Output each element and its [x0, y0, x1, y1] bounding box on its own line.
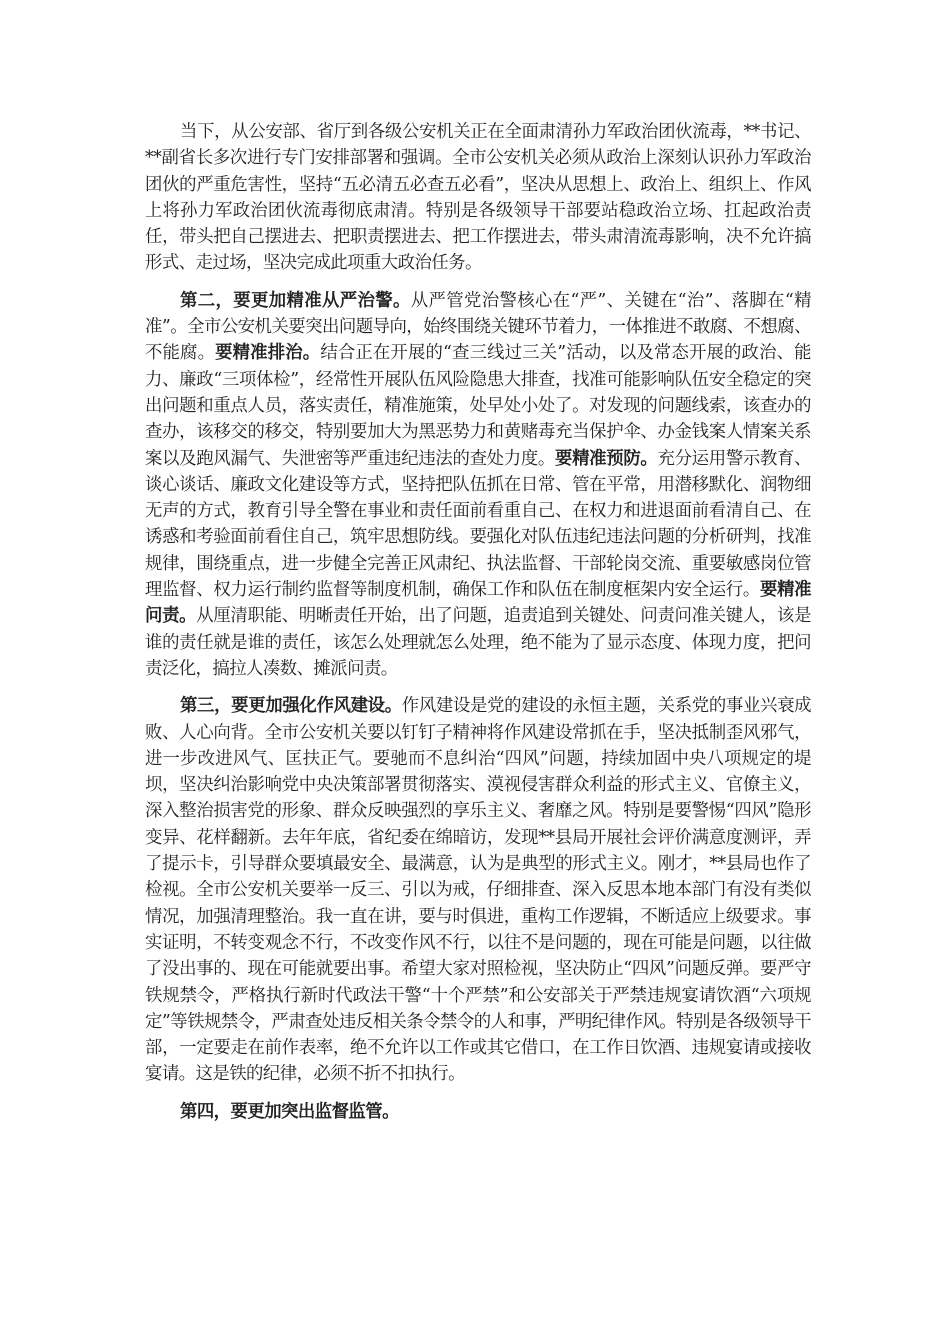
paragraph-2-subheading: 要精准问责。: [145, 580, 811, 627]
paragraph-2: [145, 288, 811, 682]
paragraph-3: [145, 693, 811, 1087]
paragraph-2-subheading: 要精准排治。: [215, 343, 321, 364]
paragraph-2-subheading: 要精准预防。: [554, 448, 658, 469]
paragraph-2-heading: 第二，要更加精准从严治警。: [180, 290, 411, 311]
paragraph-2-text: 从严管党治警核心在“严”、关键在“治”、落脚在“精准”。全市公安机关要突出问题导向，始终围绕关键环节着力，一体推进不敢腐、不想腐、不能腐。: [145, 290, 811, 364]
paragraph-2-text: 充分运用警示教育、谈心谈话、廉政文化建设等方式，坚持把队伍抓在日常、管在平常，用潜移默化、润物细无声的方式，教育引导全警在事业和责任面前看重自己、在权力和进退面前看清自己、在诱惑和考验面前看住自己，筑牢思想防线。要强化对队伍违纪违法问题的分析研判，找准规律，围绕重点，进一步健全完善正风肃纪、执法监督、干部轮岗交流、重要敏感岗位管理监督、权力运行制约监督等制度机制，确保工作和队伍在制度框架内安全运行。: [145, 448, 811, 601]
paragraph-3-heading: 第三，要更加强化作风建设。: [180, 696, 402, 717]
paragraph-3-text: 作风建设是党的建设的永恒主题，关系党的事业兴衰成败、人心向背。全市公安机关要以钉钉子精神将作风建设常抓在手，坚决抵制歪风邪气，进一步改进风气、匡扶正气。要驰而不息纠治“四风”问题，持续加固中央八项规定的堤坝，坚决纠治影响党中央决策部署贯彻落实、漠视侵害群众利益的形式主义、官僚主义，深入整治损害党的形象、群众反映强烈的享乐主义、奢靡之风。特别是要警惕“四风”隐形变异、花样翻新。去年年底，省纪委在绵暗访，发现**县局开展社会评价满意度测评，弄了提示卡，引导群众要填最安全、最满意，认为是典型的形式主义。刚才，**县局也作了检视。全市公安机关要举一反三、引以为戒，仔细排查、深入反思本地本部门有没有类似情况，加强清理整治。我一直在讲，要与时俱进，重构工作逻辑，不断适应上级要求。事实证明，不转变观念不行，不改变作风不行，以往不是问题的，现在可能是问题，以往做了没出事的、现在可能就要出事。希望大家对照检视，坚决防止“四风”问题反弹。要严守铁规禁令，严格执行新时代政法干警“十个严禁”和公安部关于严禁违规宴请饮酒“六项规定”等铁规禁令，严肃查处违反相关条令禁令的人和事，严明纪律作风。特别是各级领导干部，一定要走在前作表率，绝不允许以工作或其它借口，在工作日饮酒、违规宴请或接收宴请。这是铁的纪律，必须不折不扣执行。: [145, 696, 811, 1085]
paragraph-1-text: 当下，从公安部、省厅到各级公安机关正在全面肃清孙力军政治团伙流毒，**书记、**副省长多次进行专门安排部署和强调。全市公安机关必须从政治上深刻认识孙力军政治团伙的严重危害性，坚持“五必清五必查五必看”，坚决从思想上、政治上、组织上、作风上将孙力军政治团伙流毒彻底肃清。特别是各级领导干部要站稳政治立场、扛起政治责任，带头把自己摆进去、把职责摆进去、把工作摆进去，带头肃清流毒影响，决不允许搞形式、走过场，坚决完成此项重大政治任务。: [145, 122, 811, 274]
paragraph-2-text: 结合正在开展的“查三线过三关”活动，以及常态开展的政治、能力、廉政“三项体检”，经常性开展队伍风险隐患大排查，找准可能影响队伍安全稳定的突出问题和重点人员，落实责任，精准施策，处早处小处了。对发现的问题线索，该查办的查办，该移交的移交，特别要加大为黑恶势力和黄赌毒充当保护伞、办金钱案人情案关系案以及跑风漏气、失泄密等严重违纪违法的查处力度。: [145, 343, 811, 469]
paragraph-4: [145, 1099, 811, 1125]
document-body: [145, 119, 811, 1136]
paragraph-2-text: 从厘清职能、明晰责任开始，出了问题，追责追到关键处、问责问准关键人，该是谁的责任就是谁的责任，该怎么处理就怎么处理，绝不能为了显示态度、体现力度，把问责泛化，搞拉人凑数、摊派问责。: [145, 606, 811, 679]
paragraph-4-heading: 第四，要更加突出监督监管。: [180, 1101, 399, 1122]
paragraph-1: [145, 119, 811, 277]
